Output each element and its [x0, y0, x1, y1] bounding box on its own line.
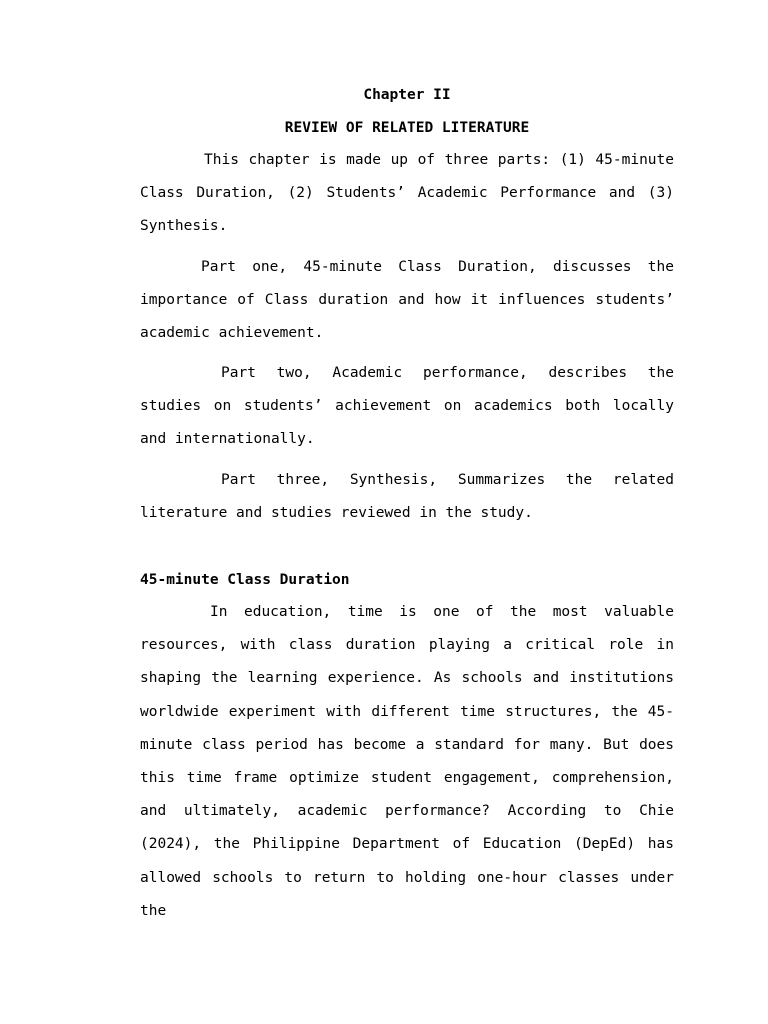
- part-two-paragraph: Part two, Academic performance, describes the studies on students’ achievement on academics both locally and internationally.: [140, 365, 674, 448]
- section-paragraph: In education, time is one of the most valuable resources, with class duration playing a critical role in shaping the learning experience. As schools and institutions worldwide experiment with different time structures, the 45-minute class period has become a standard for many. But does this time frame optimize student engagement, comprehension, and ultimately, academic performance? According to Chie (2024), the Philippine Department of Education (DepEd) has allowed schools to return to holding one-hour classes under the: [140, 604, 674, 919]
- chapter-title: REVIEW OF RELATED LITERATURE: [284, 120, 530, 136]
- document-page: [140, 0, 674, 1024]
- chapter-number: Chapter II: [363, 87, 451, 103]
- section-heading: 45-minute Class Duration: [140, 572, 350, 588]
- part-three-paragraph: Part three, Synthesis, Summarizes the related literature and studies reviewed in the study.: [140, 472, 674, 522]
- intro-paragraph: This chapter is made up of three parts: (1) 45-minute Class Duration, (2) Students’ Academic Performance and (3) Synthesis.: [140, 152, 674, 235]
- part-one-paragraph: Part one, 45-minute Class Duration, discusses the importance of Class duration and how it influences students’ academic achievement.: [140, 259, 674, 342]
